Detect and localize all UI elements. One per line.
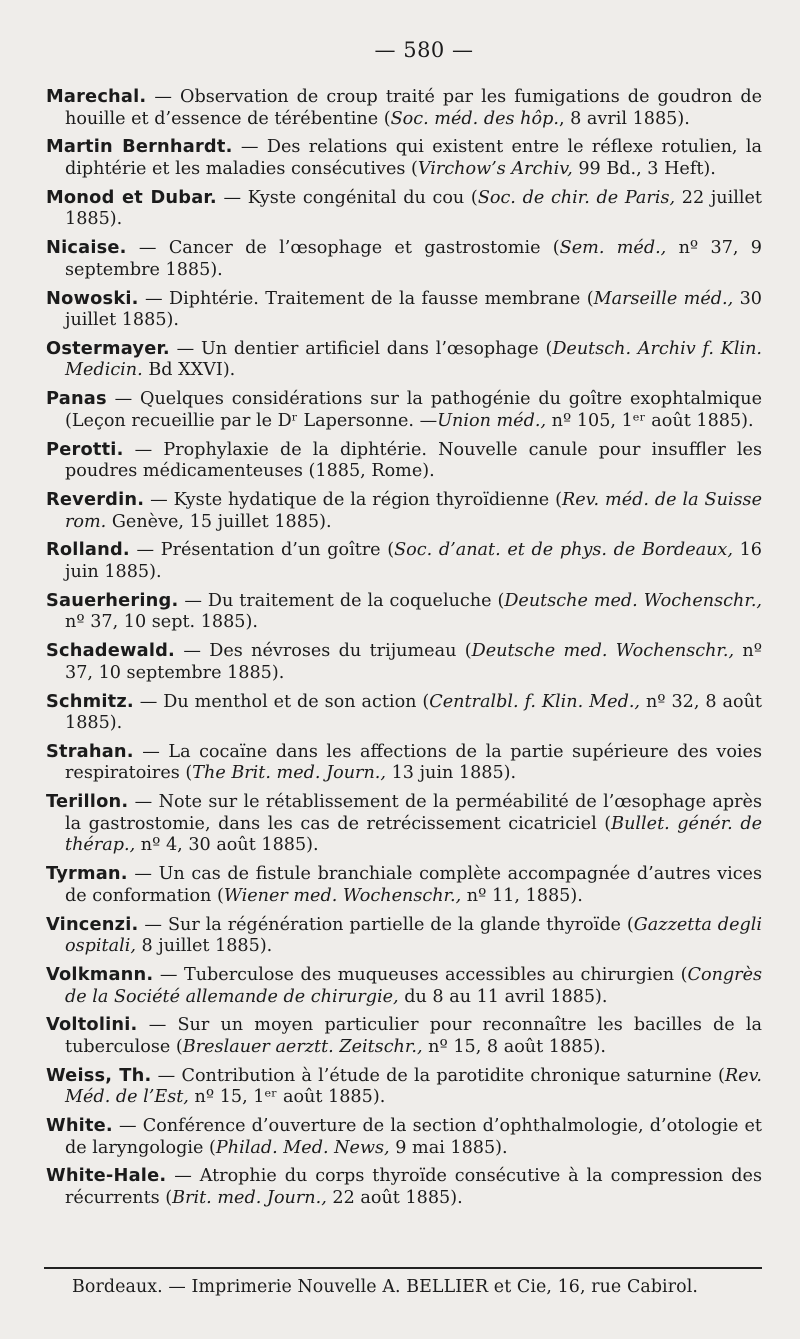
entry-source: Wiener med. Wochenschr., — [223, 885, 462, 906]
bibliography-entry — [46, 439, 762, 483]
entry-author: Strahan. — [46, 740, 134, 762]
entry-text: Un cas de fistule branchiale complète accompagnée d’autres vices de conformation ( — [65, 864, 763, 906]
entry-after: nº 11, 1885). — [461, 885, 583, 906]
entry-after: 16 juin 1885). — [65, 540, 763, 582]
entry-author: Schadewald. — [46, 640, 175, 662]
entry-text: Quelques considérations sur la pathogénie du goître exophtalmique (Leçon recueillie par le Dʳ Lapersonne. — — [65, 389, 762, 431]
entry-after: 99 Bd., 3 Heft). — [572, 158, 716, 179]
entry-text: Sur un moyen particulier pour reconnaître les bacilles de la tuberculose ( — [65, 1015, 763, 1057]
entry-after: nº 32, 8 août 1885). — [65, 691, 762, 734]
bibliography-entry — [46, 539, 762, 583]
entry-text: Des névroses du trijumeau ( — [209, 641, 472, 662]
entry-author: Vincenzi. — [46, 913, 139, 935]
entry-dash: — — [123, 439, 164, 460]
entry-author: Reverdin. — [46, 489, 145, 510]
entry-author: White. — [46, 1115, 113, 1137]
entry-dash: — — [232, 137, 267, 158]
entry-author: Perotti. — [46, 438, 124, 460]
bibliography-entry — [46, 187, 762, 231]
entry-text: Atrophie du corps thyroïde consécutive à la compression des récurrents ( — [65, 1166, 762, 1209]
entry-dash: — — [153, 964, 184, 985]
entry-author: Weiss, Th. — [46, 1064, 152, 1086]
bibliography-entry — [46, 863, 762, 907]
entry-text: La cocaïne dans les affections de la partie supérieure des voies respiratoires ( — [65, 741, 763, 784]
bibliography-entry — [46, 338, 762, 382]
entry-dash: — — [128, 792, 159, 813]
entry-author: Monod et Dubar. — [46, 186, 217, 208]
bibliography-list — [46, 86, 762, 1210]
entry-source: Soc. d’anat. et de phys. de Bordeaux, — [394, 540, 733, 561]
bibliography-entry — [46, 1115, 762, 1159]
bibliography-entry — [46, 1014, 762, 1058]
entry-author: Nowoski. — [46, 287, 139, 309]
entry-author: Terillon. — [46, 791, 129, 813]
entry-text: Un dentier artificiel dans l’œsophage ( — [200, 338, 553, 359]
entry-after: 22 juillet 1885). — [65, 187, 762, 230]
entry-source: Gazzetta degli ospitali, — [65, 914, 763, 957]
entry-dash: — — [133, 741, 169, 762]
entry-text: Cancer de l’œsophage et gastrostomie ( — [168, 238, 560, 259]
footer-divider — [44, 1267, 762, 1269]
entry-after: nº 15, 1ᵉʳ août 1885). — [188, 1087, 386, 1108]
entry-source: Deutsch. Archiv f. Klin. Medicin. — [65, 338, 762, 381]
entry-dash: — — [133, 691, 164, 712]
entry-author: Schmitz. — [46, 690, 134, 712]
entry-after: 8 juillet 1885). — [135, 936, 273, 957]
entry-dash: — — [216, 187, 248, 208]
entry-source: Congrès de la Société allemande de chirurgie, — [65, 964, 763, 1007]
entry-author: Ostermayer. — [46, 337, 170, 359]
bibliography-entry — [46, 741, 762, 785]
entry-after: nº 37, 10 sept. 1885). — [65, 612, 258, 633]
bibliography-entry — [46, 237, 762, 281]
entry-dash: — — [129, 540, 161, 561]
entry-text: Du menthol et de son action ( — [163, 691, 430, 712]
entry-text: Prophylaxie de la diphtérie. Nouvelle canule pour insuffler les poudres médicamenteuses (1885, Rome). — [65, 439, 762, 482]
entry-author: Panas — [46, 388, 107, 410]
entry-dash: — — [126, 238, 169, 259]
entry-source: Soc. méd. des hôp. — [390, 108, 559, 129]
bibliography-entry — [46, 691, 762, 735]
entry-after: nº 15, 8 août 1885). — [422, 1036, 607, 1057]
entry-after: du 8 au 11 avril 1885). — [398, 986, 608, 1007]
entry-dash: — — [138, 288, 169, 309]
entry-after: Genève, 15 juillet 1885). — [106, 511, 332, 532]
entry-author: Tyrman. — [46, 863, 128, 885]
bibliography-entry — [46, 590, 762, 634]
entry-dash: — — [166, 1166, 200, 1187]
entry-text: Contribution à l’étude de la parotidite chronique saturnine ( — [181, 1065, 725, 1086]
entry-dash: — — [175, 641, 210, 662]
bibliography-entry — [46, 86, 762, 130]
entry-source: Deutsche med. Wochenschr., — [471, 641, 735, 662]
entry-after: 13 juin 1885). — [386, 763, 517, 784]
entry-text: Observation de croup traité par les fumigations de goudron de houille et d’essence de térébentine ( — [65, 87, 762, 129]
bibliography-entry — [46, 288, 762, 332]
entry-text: Sur la régénération partielle de la glande thyroïde ( — [167, 914, 634, 935]
entry-after: nº 37, 9 septembre 1885). — [65, 238, 763, 280]
entry-source: Soc. de chir. de Paris, — [477, 187, 676, 208]
entry-text: Conférence d’ouverture de la section d’ophthalmologie, d’otologie et de laryngologie ( — [65, 1116, 762, 1158]
bibliography-entry — [46, 791, 762, 857]
entry-author: Voltolini. — [46, 1014, 138, 1036]
entry-dash: — — [178, 590, 208, 611]
entry-source: Deutsche med. Wochenschr., — [504, 590, 763, 611]
entry-source: Virchow’s Archiv, — [417, 158, 573, 179]
entry-source: Sem. méd., — [559, 238, 667, 259]
entry-after: 22 août 1885). — [326, 1188, 463, 1209]
entry-author: Volkmann. — [46, 963, 154, 985]
entry-after: 9 mai 1885). — [389, 1137, 508, 1158]
entry-source: Philad. Med. News, — [215, 1137, 390, 1158]
entry-source: Marseille méd., — [593, 288, 734, 309]
entry-author: White-Hale. — [46, 1165, 167, 1187]
entry-after: Bd XXVI). — [142, 360, 236, 381]
bibliography-entry — [46, 388, 762, 432]
entry-source: Centralbl. f. Klin. Med., — [429, 691, 641, 712]
entry-source: Brit. med. Journ., — [172, 1188, 327, 1209]
entry-dash: — — [137, 1015, 178, 1036]
entry-source: Rev. méd. de la Suisse rom. — [65, 490, 762, 532]
entry-source: The Brit. med. Journ., — [192, 763, 386, 784]
printer-imprint: Bordeaux. — Imprimerie Nouvelle A. BELLIER et Cie, 16, rue Cabirol. — [72, 1277, 698, 1297]
bibliography-entry — [46, 964, 762, 1008]
entry-dash: — — [151, 1065, 182, 1086]
entry-dash: — — [138, 914, 168, 935]
entry-dash: — — [144, 490, 174, 510]
entry-source: Rev. Méd. de l’Est, — [65, 1065, 763, 1108]
bibliography-entry — [46, 1165, 762, 1209]
entry-text: Du traitement de la coqueluche ( — [207, 590, 505, 611]
entry-text: Présentation d’un goître ( — [160, 540, 395, 561]
entry-after: nº 4, 30 août 1885). — [135, 835, 319, 856]
entry-after: nº 37, 10 septembre 1885). — [65, 641, 763, 683]
entry-text: Des relations qui existent entre le réflexe rotulien, la diphtérie et les maladies consécutives ( — [65, 137, 763, 179]
entry-author: Martin Bernhardt. — [46, 136, 233, 158]
entry-after: nº 105, 1ᵉʳ août 1885). — [546, 410, 754, 431]
bibliography-entry — [46, 489, 762, 533]
entry-source: Breslauer aerztt. Zeitschr., — [182, 1036, 423, 1057]
entry-text: Kyste hydatique de la région thyroïdienne ( — [173, 490, 562, 510]
entry-dash: — — [169, 338, 201, 359]
entry-source: Bullet. génér. de thérap., — [65, 813, 763, 856]
entry-author: Rolland. — [46, 539, 130, 561]
entry-after: 30 juillet 1885). — [65, 288, 762, 331]
entry-text: Diphtérie. Traitement de la fausse membrane ( — [169, 288, 594, 309]
entry-text: Note sur le rétablissement de la perméabilité de l’œsophage après la gastrostomie, dans les cas de retrécissement cicatriciel ( — [65, 792, 762, 834]
entry-after: , 8 avril 1885). — [558, 108, 690, 129]
entry-author: Sauerhering. — [46, 589, 179, 611]
bibliography-entry — [46, 640, 762, 684]
entry-dash: — — [112, 1116, 143, 1137]
entry-dash: — — [146, 87, 181, 107]
bibliography-entry — [46, 914, 762, 958]
entry-dash: — — [127, 864, 159, 885]
page-number: — 580 — — [374, 38, 474, 62]
entry-text: Tuberculose des muqueuses accessibles au chirurgien ( — [183, 964, 688, 985]
entry-author: Marechal. — [46, 86, 147, 107]
entry-source: Union méd., — [437, 410, 547, 431]
entry-dash: — — [106, 389, 141, 410]
bibliography-entry — [46, 1065, 762, 1109]
bibliography-entry — [46, 136, 762, 180]
entry-author: Nicaise. — [46, 237, 127, 259]
entry-text: Kyste congénital du cou ( — [247, 187, 478, 208]
